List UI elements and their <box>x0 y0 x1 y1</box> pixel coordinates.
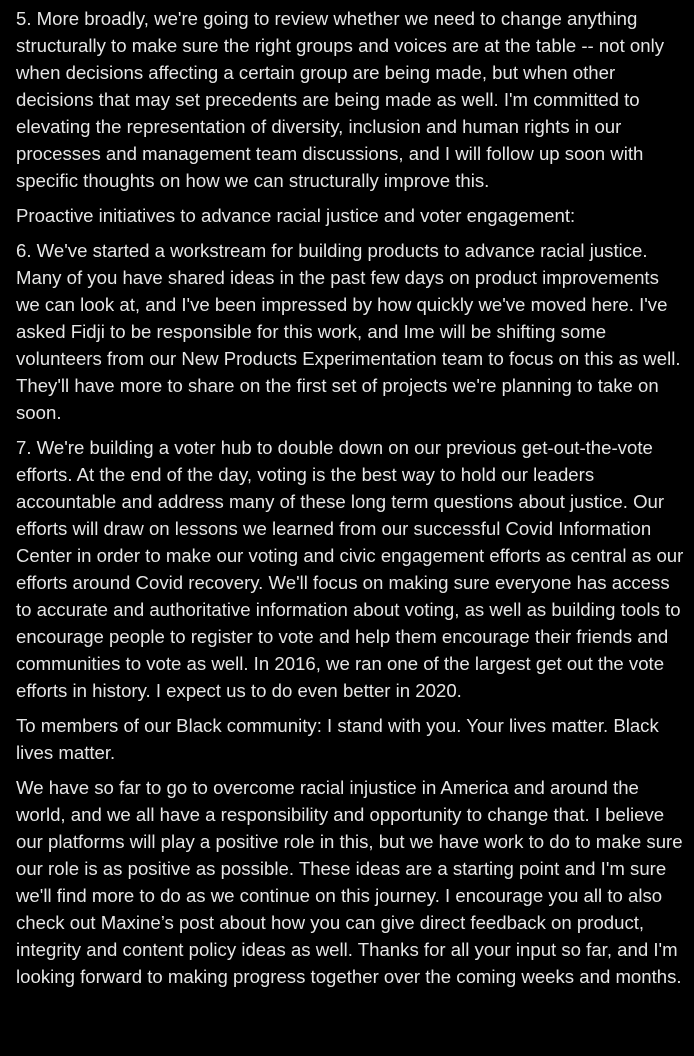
paragraph-item-6-racial-justice-workstream: 6. We've started a workstream for building products to advance racial justice. Many of you have shared ideas in the past few days on product improvements we can look at, and I've been impressed by how quickly we've moved here. I've asked Fidji to be responsible for this work, and Ime will be shifting some volunteers from our New Products Experimentation team to focus on this as well. They'll have more to share on the first set of projects we're planning to take on soon. <box>16 240 681 423</box>
paragraph-item-7-voter-hub: 7. We're building a voter hub to double down on our previous get-out-the-vote efforts. At the end of the day, voting is the best way to hold our leaders accountable and address many of these long term questions about justice. Our efforts will draw on lessons we learned from our successful Covid Information Center in order to make our voting and civic engagement efforts as central as our efforts around Covid recovery. We'll focus on making sure everyone has access to accurate and authoritative information about voting, as well as building tools to encourage people to register to vote and help them encourage their friends and communities to vote as well. In 2016, we ran one of the largest get out the vote efforts in history. I expect us to do even better in 2020. <box>16 437 684 701</box>
paragraph-closing: We have so far to go to overcome racial injustice in America and around the world, and we all have a responsibility and opportunity to change that. I believe our platforms will play a positive role in this, but we have work to do to make sure our role is as positive as possible. These ideas are a starting point and I'm sure we'll find more to do as we continue on this journey. I encourage you all to also check out Maxine’s post about how you can give direct feedback on product, integrity and content policy ideas as well. Thanks for all your input so far, and I'm looking forward to making progress together over the coming weeks and months. <box>16 777 683 987</box>
paragraph-black-community-statement: To members of our Black community: I stand with you. Your lives matter. Black lives matter. <box>16 715 659 763</box>
paragraph-item-5-structural-review: 5. More broadly, we're going to review whether we need to change anything structurally to make sure the right groups and voices are at the table -- not only when decisions affecting a certain group are being made, but when other decisions that may set precedents are being made as well. I'm committed to elevating the representation of diversity, inclusion and human rights in our processes and management team discussions, and I will follow up soon with specific thoughts on how we can structurally improve this. <box>16 8 665 191</box>
section-heading-proactive-initiatives: Proactive initiatives to advance racial justice and voter engagement: <box>16 205 576 226</box>
